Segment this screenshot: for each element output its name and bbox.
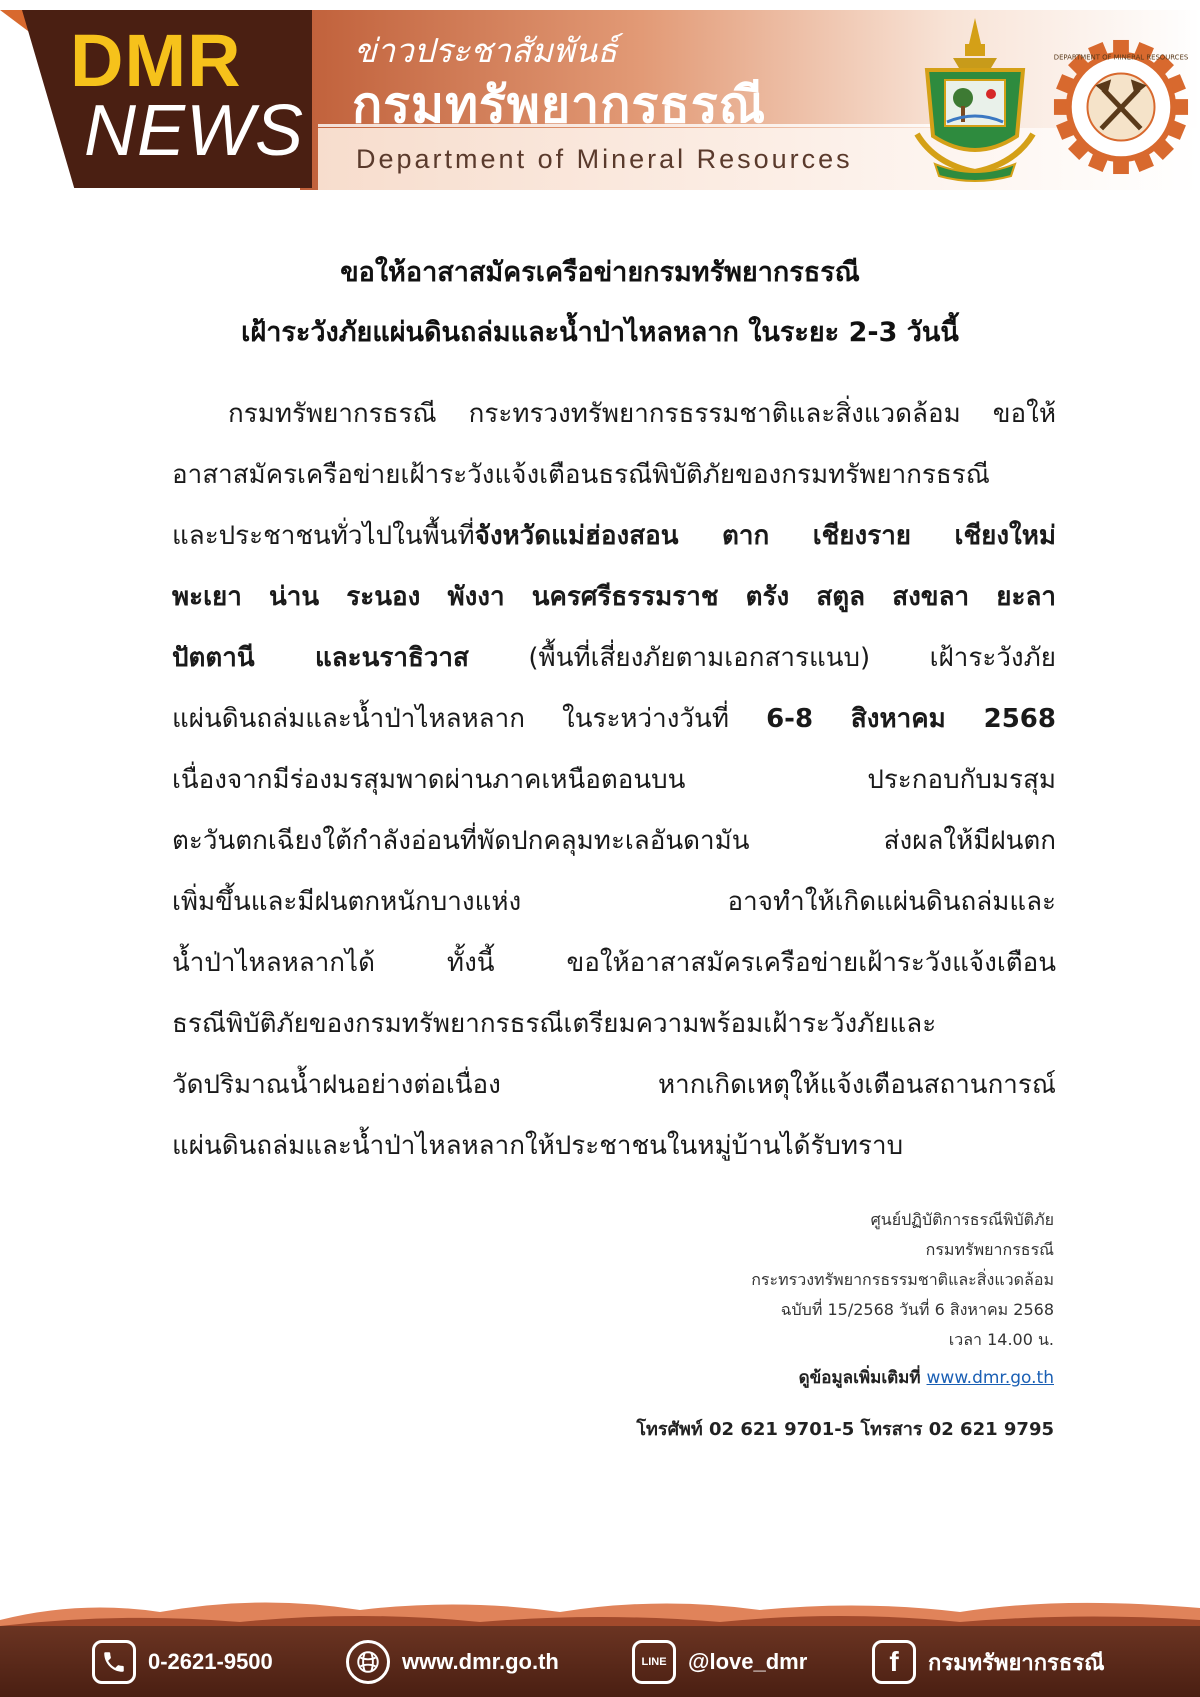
body-text: (พื้นที่เสี่ยงภัยตามเอกสารแนบ) เฝ้าระวังภัย [468, 643, 1056, 673]
footer-website-text: www.dmr.go.th [402, 1649, 559, 1674]
footer-bar [0, 1590, 1200, 1697]
body-line [172, 628, 1056, 689]
phone-icon [92, 1640, 136, 1684]
body-paragraph [172, 384, 1056, 1177]
body-line: กรมทรัพยากรธรณี กระทรวงทรัพยากรธรรมชาติและสิ่งแวดล้อม ขอให้ [228, 399, 1056, 429]
body-text: แผ่นดินถล่มและน้ำป่าไหลหลาก ในระหว่างวันที่ [172, 704, 767, 734]
signature-issue-date: ฉบับที่ 15/2568 วันที่ 6 สิงหาคม 2568 [780, 1300, 1054, 1319]
dmr-gear-seal-icon [1052, 38, 1190, 176]
signature-ministry: กระทรวงทรัพยากรธรรมชาติและสิ่งแวดล้อม [751, 1270, 1054, 1289]
footer-line-text: @love_dmr [688, 1649, 808, 1674]
body-line: แผ่นดินถล่มและน้ำป่าไหลหลากให้ประชาชนในหมู่บ้านได้รับทราบ [172, 1131, 904, 1161]
svg-text:DEPARTMENT OF MINERAL RESOURCE: DEPARTMENT OF MINERAL RESOURCES [1053, 53, 1189, 62]
footer-phone[interactable] [92, 1640, 273, 1684]
province-list-bold: ปัตตานี และนราธิวาส [172, 643, 469, 673]
body-line: เพิ่มขึ้นและมีฝนตกหนักบางแห่ง อาจทำให้เกิดแผ่นดินถล่มและ [172, 887, 1056, 917]
signature-block [640, 1205, 1054, 1355]
logo-news-text: NEWS [84, 91, 304, 171]
footer-facebook[interactable] [872, 1640, 1105, 1684]
header-subtitle-thai: ข่าวประชาสัมพันธ์ [354, 31, 618, 70]
line-icon: LINE [632, 1640, 676, 1684]
signature-center: ศูนย์ปฏิบัติการธรณีพิบัติภัย [870, 1210, 1054, 1229]
province-list-bold: พะเยา น่าน ระนอง พังงา นครศรีธรรมราช ตรัง สตูล สงขลา ยะลา [172, 582, 1056, 612]
signature-department: กรมทรัพยากรธรณี [925, 1240, 1054, 1259]
footer-phone-text: 0-2621-9500 [148, 1649, 273, 1674]
header-title-thai: กรมทรัพยากรธรณี [352, 76, 767, 134]
contact-phone-fax: โทรศัพท์ 02 621 9701-5 โทรสาร 02 621 9795 [636, 1419, 1054, 1440]
body-line: เนื่องจากมีร่องมรสุมพาดผ่านภาคเหนือตอนบน ประกอบกับมรสุม [172, 765, 1056, 795]
body-line: วัดปริมาณน้ำฝนอย่างต่อเนื่อง หากเกิดเหตุให้แจ้งเตือนสถานการณ์ [172, 1070, 1056, 1100]
header-title-english: Department of Mineral Resources [356, 144, 853, 174]
body-line: ธรณีพิบัติภัยของกรมทรัพยากรธรณีเตรียมความพร้อมเฝ้าระวังภัยและ [172, 1009, 937, 1039]
document-title-line-2: เฝ้าระวังภัยแผ่นดินถล่มและน้ำป่าไหลหลาก ในระยะ 2-3 วันนี้ [241, 317, 959, 348]
body-line: อาสาสมัครเครือข่ายเฝ้าระวังแจ้งเตือนธรณีพิบัติภัยของกรมทรัพยากรธรณี [172, 460, 990, 490]
header-banner [0, 0, 1200, 200]
facebook-icon: f [872, 1640, 916, 1684]
footer-mountain-decoration [0, 1590, 1200, 1630]
ministry-emblem-icon [905, 14, 1045, 184]
body-text: และประชาชนทั่วไปในพื้นที่ [172, 521, 475, 551]
province-list-bold: จังหวัดแม่ฮ่องสอน ตาก เชียงราย เชียงใหม่ [474, 521, 1056, 551]
body-line [172, 506, 1056, 567]
footer-facebook-text: กรมทรัพยากรธรณี [928, 1649, 1105, 1675]
footer-line[interactable] [632, 1640, 807, 1684]
body-line: ตะวันตกเฉียงใต้กำลังอ่อนที่พัดปกคลุมทะเลอันดามัน ส่งผลให้มีฝนตก [172, 826, 1056, 856]
body-line: น้ำป่าไหลหลากได้ ทั้งนี้ ขอให้อาสาสมัครเครือข่ายเฝ้าระวังแจ้งเตือน [172, 948, 1056, 978]
footer-website[interactable] [346, 1640, 559, 1684]
date-range-bold: 6-8 สิงหาคม 2568 [766, 704, 1056, 734]
document-title-line-1: ขอให้อาสาสมัครเครือข่ายกรมทรัพยากรธรณี [340, 257, 860, 288]
more-info-line [640, 1364, 1054, 1391]
globe-icon [346, 1640, 390, 1684]
signature-time: เวลา 14.00 น. [948, 1330, 1054, 1349]
logo-dmr-text: DMR [70, 19, 242, 102]
dmr-website-link[interactable]: www.dmr.go.th [926, 1368, 1054, 1388]
body-line [172, 689, 1056, 750]
more-info-label: ดูข้อมูลเพิ่มเติมที่ [798, 1368, 927, 1388]
